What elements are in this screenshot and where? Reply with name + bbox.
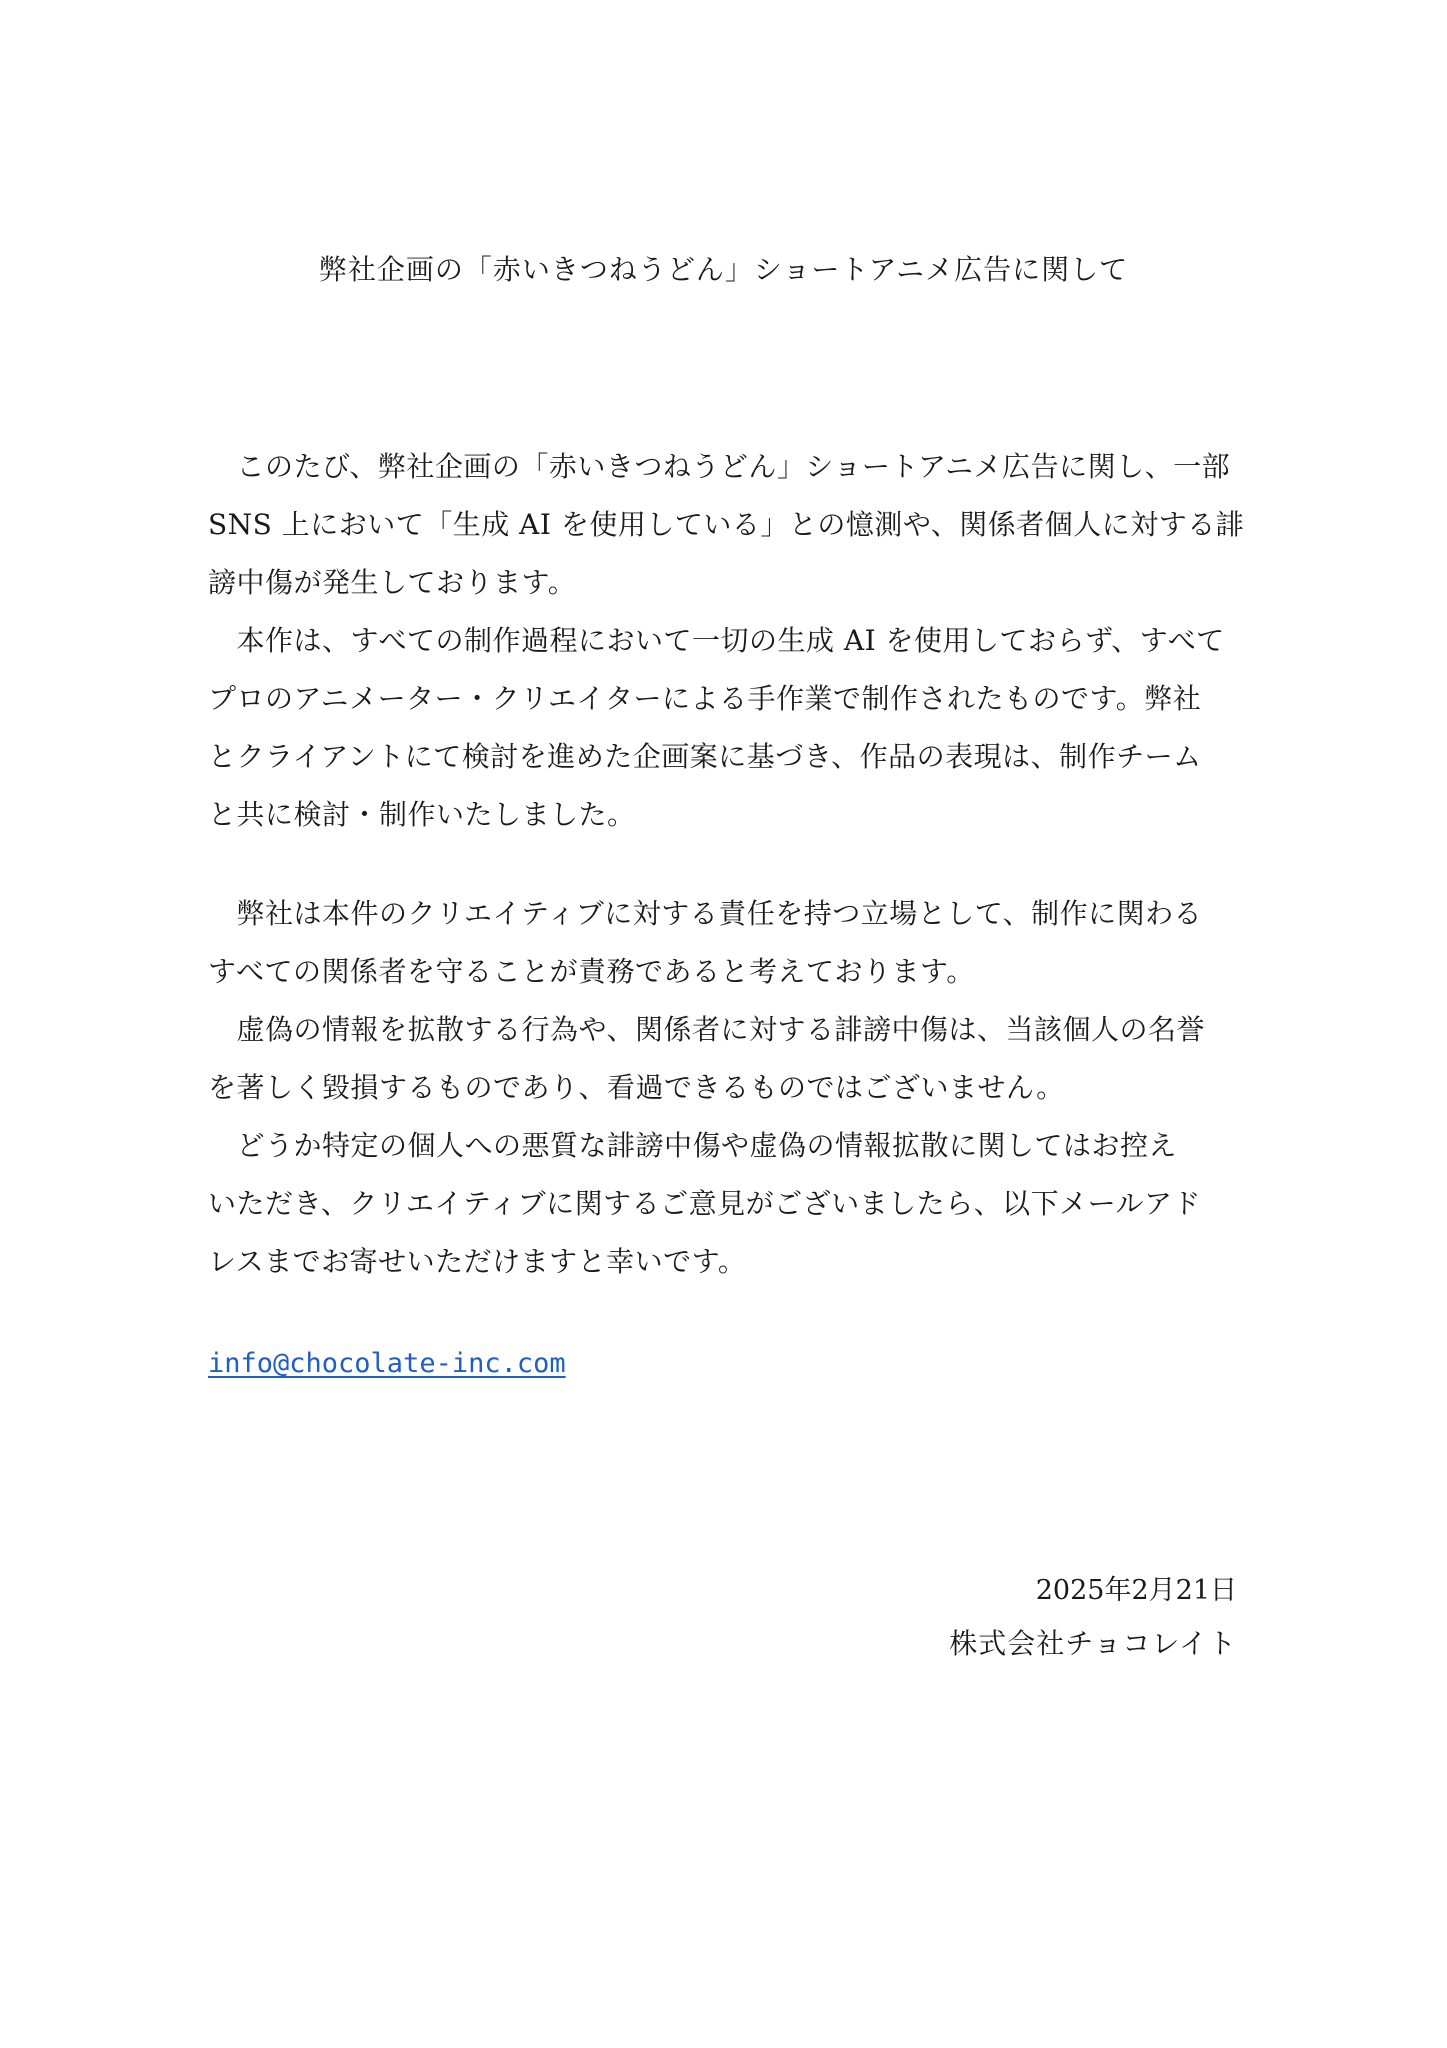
paragraph-line: いただき、クリエイティブに関するご意見がございましたら、以下メールアド bbox=[208, 1187, 1202, 1220]
paragraph-line: このたび、弊社企画の「赤いきつねうどん」ショートアニメ広告に関し、一部 bbox=[208, 450, 1231, 483]
paragraph-line: プロのアニメーター・クリエイターによる手作業で制作されたものです。弊社 bbox=[208, 682, 1202, 715]
issue-date: 2025年2月21日 bbox=[1035, 1575, 1237, 1606]
paragraph-line: どうか特定の個人への悪質な誹謗中傷や虚偽の情報拡散に関してはお控え bbox=[208, 1129, 1178, 1162]
paragraph-line: すべての関係者を守ることが責務であると考えております。 bbox=[208, 955, 975, 988]
paragraph-line: 虚偽の情報を拡散する行為や、関係者に対する誹謗中傷は、当該個人の名誉 bbox=[208, 1013, 1205, 1046]
statement-section-2 bbox=[208, 885, 1248, 1291]
statement-section-1 bbox=[208, 438, 1248, 844]
paragraph-line: とクライアントにて検討を進めた企画案に基づき、作品の表現は、制作チーム bbox=[208, 740, 1202, 773]
paragraph-line: SNS 上において「生成 AI を使用している」との憶測や、関係者個人に対する誹 bbox=[208, 508, 1245, 541]
paragraph-line: レスまでお寄せいただけますと幸いです。 bbox=[208, 1245, 747, 1278]
paragraph-line: と共に検討・制作いたしました。 bbox=[208, 798, 636, 831]
company-name: 株式会社チョコレイト bbox=[949, 1627, 1237, 1660]
paragraph-line: を著しく毀損するものであり、看過できるものではございません。 bbox=[208, 1071, 1065, 1104]
paragraph-line: 弊社は本件のクリエイティブに対する責任を持つ立場として、制作に関わる bbox=[208, 897, 1203, 930]
contact-email-link[interactable]: info@chocolate-inc.com bbox=[208, 1348, 566, 1379]
paragraph-line: 謗中傷が発生しております。 bbox=[208, 566, 577, 599]
document-title: 弊社企画の「赤いきつねうどん」ショートアニメ広告に関して bbox=[318, 253, 1129, 286]
paragraph-line: 本作は、すべての制作過程において一切の生成 AI を使用しておらず、すべて bbox=[208, 624, 1225, 657]
